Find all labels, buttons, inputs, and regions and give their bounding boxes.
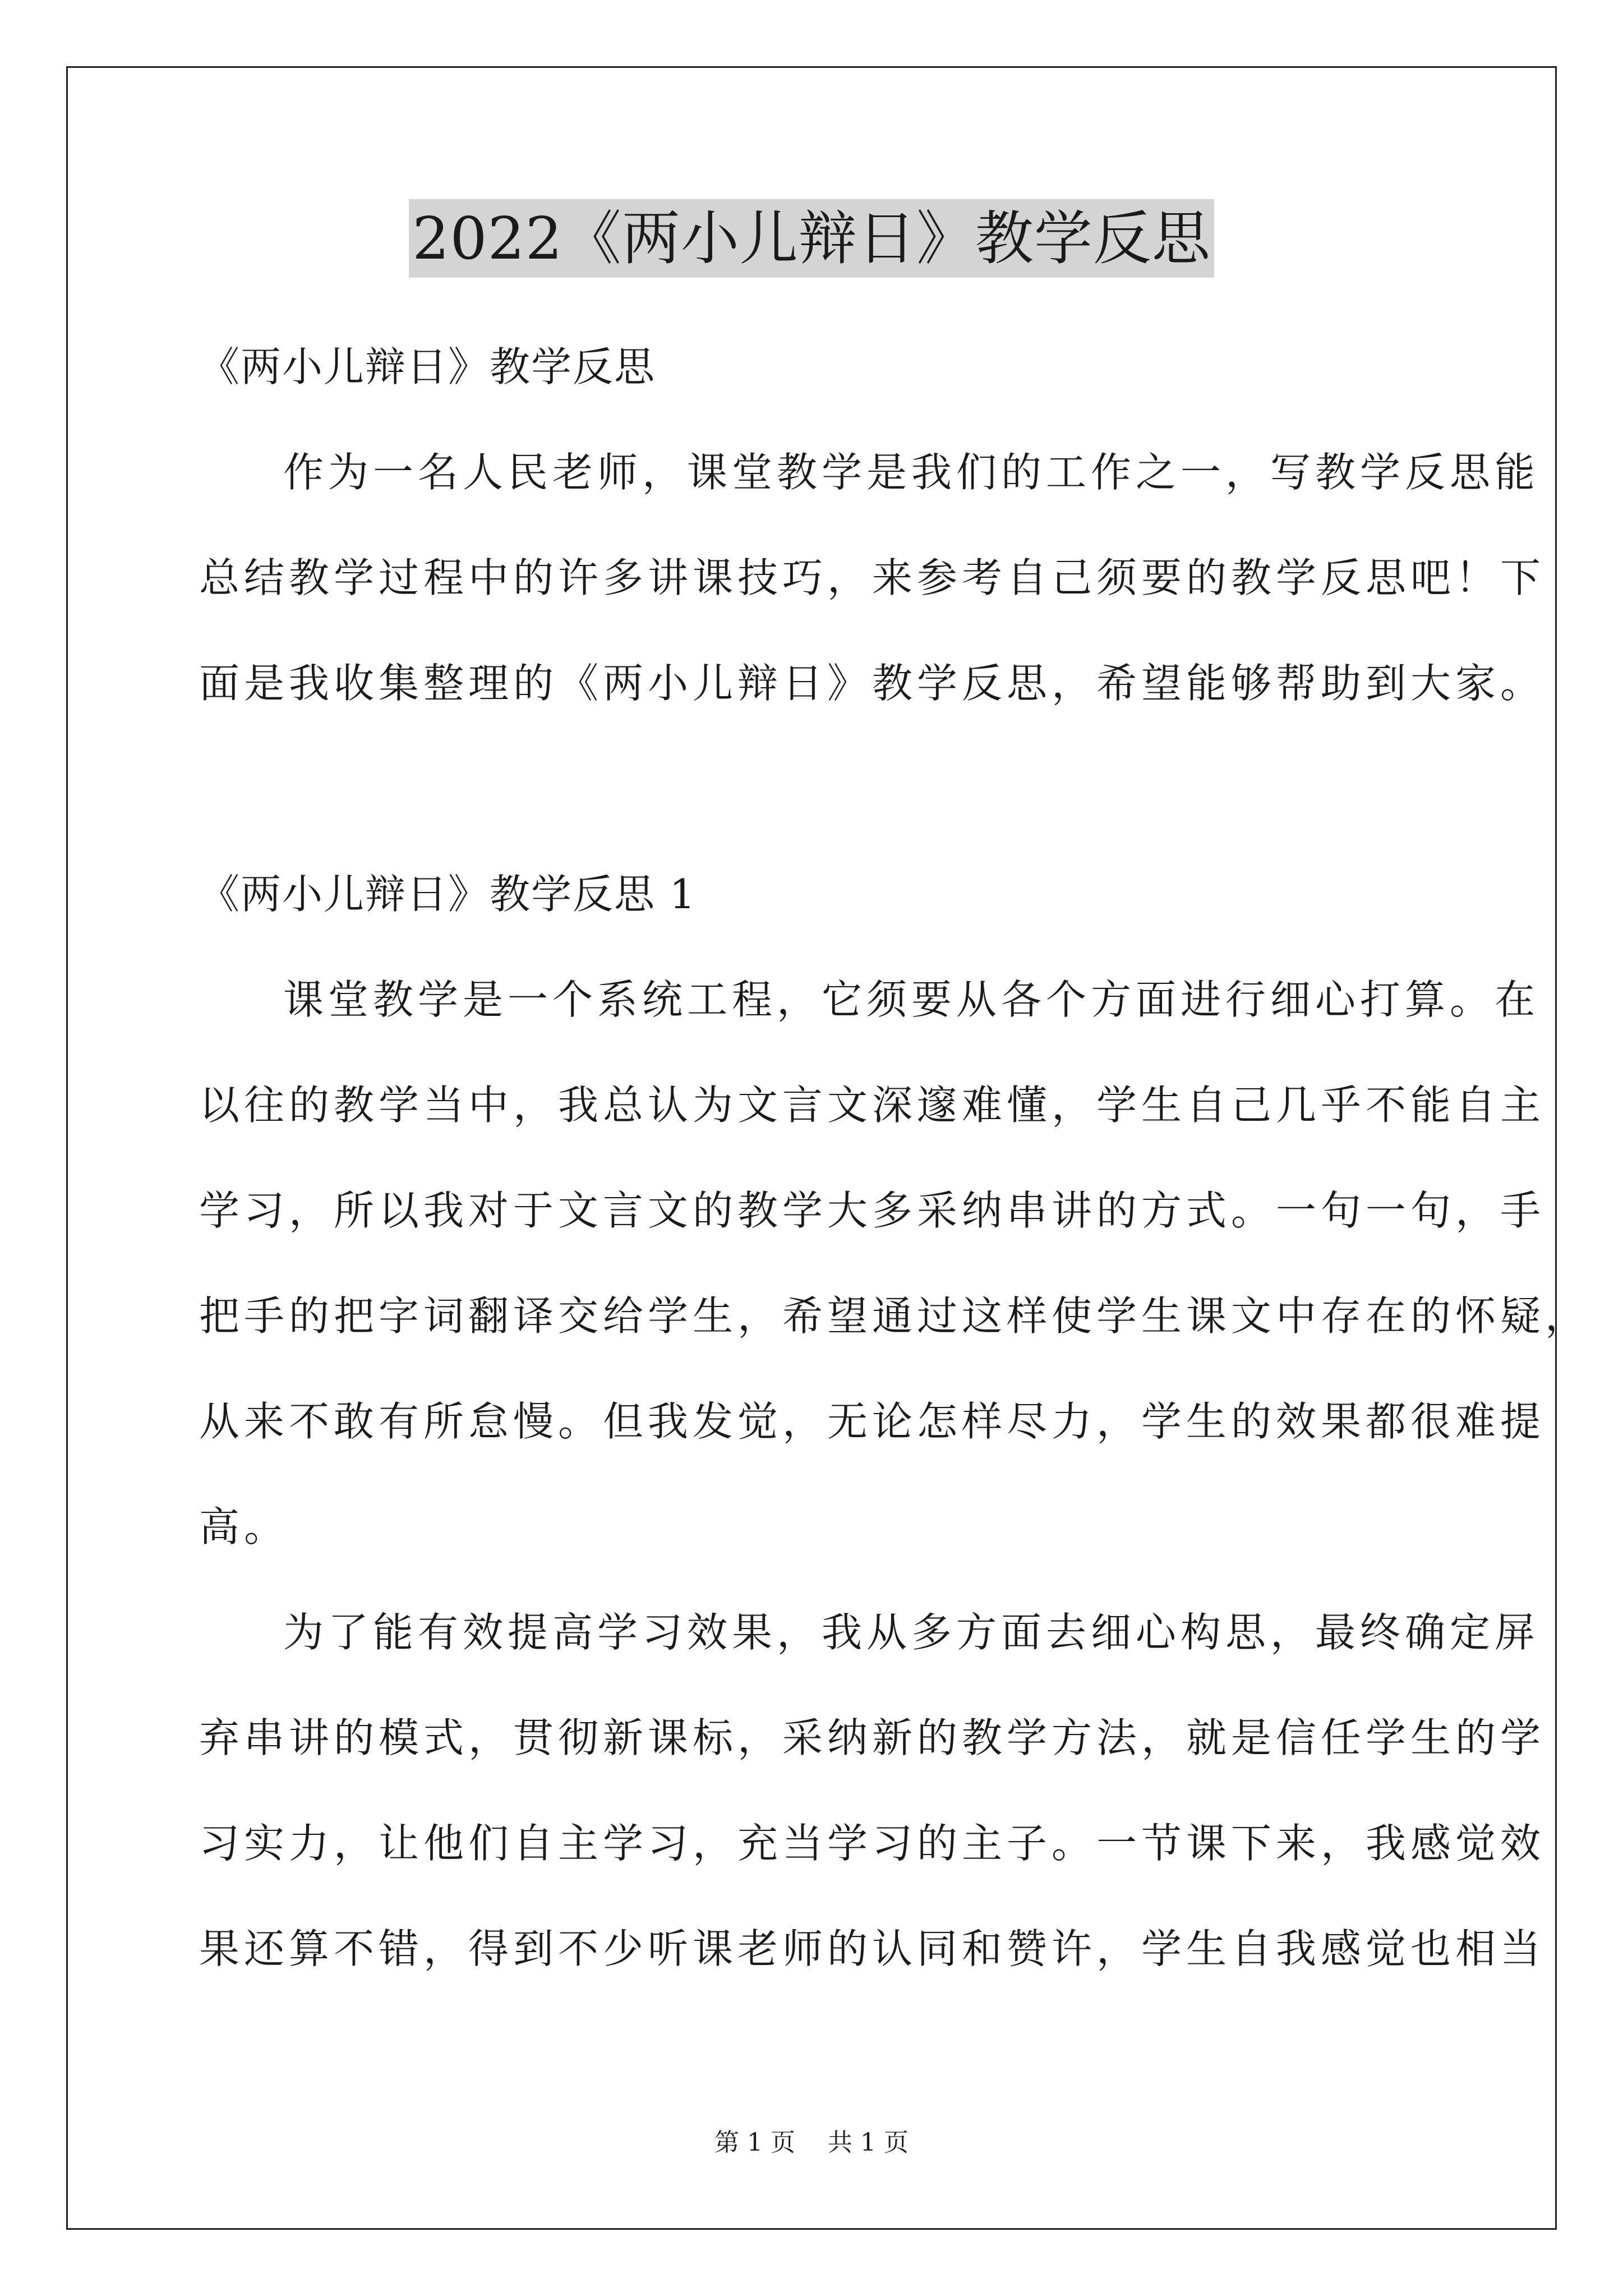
paragraph-line: 为了能有效提高学习效果，我从多方面去细心构思，最终确定屏 (283, 1609, 1540, 1656)
paragraph-spacer (199, 736, 1433, 841)
paragraph-line: 把手的把字词翻译交给学生，希望通过这样使学生课文中存在的怀疑， (199, 1292, 1590, 1340)
page-footer (0, 2126, 1623, 2160)
paragraph-line: 果还算不错，得到不少听课老师的认同和赞许，学生自我感觉也相当 (199, 1925, 1546, 1972)
document-title: 2022《两小儿辩日》教学反思 (409, 199, 1214, 278)
title-container (0, 199, 1623, 278)
document-body (199, 314, 1590, 2001)
paragraph-line: 总结教学过程中的许多讲课技巧，来参考自己须要的教学反思吧！下 (199, 554, 1546, 601)
page-number-current: 第 1 页 (714, 2128, 795, 2157)
paragraph-line: 面是我收集整理的《两小儿辩日》教学反思，希望能够帮助到大家。 (199, 660, 1546, 707)
page-number-total: 共 1 页 (828, 2128, 909, 2157)
paragraph-line: 作为一名人民老师，课堂教学是我们的工作之一，写教学反思能 (283, 449, 1540, 496)
paragraph-line: 高。 (199, 1503, 289, 1550)
section-heading: 《两小儿辩日》教学反思 1 (199, 871, 697, 918)
paragraph-line: 学习，所以我对于文言文的教学大多采纳串讲的方式。一句一句，手 (199, 1187, 1546, 1234)
paragraph-line: 弃串讲的模式，贯彻新课标，采纳新的教学方法，就是信任学生的学 (199, 1714, 1546, 1761)
paragraph-line: 以往的教学当中，我总认为文言文深邃难懂，学生自己几乎不能自主 (199, 1082, 1546, 1129)
paragraph-line: 习实力，让他们自主学习，充当学习的主子。一节课下来，我感觉效 (199, 1820, 1546, 1867)
paragraph-line: 从来不敢有所怠慢。但我发觉，无论怎样尽力，学生的效果都很难提 (199, 1398, 1546, 1445)
intro-heading: 《两小儿辩日》教学反思 (199, 343, 656, 390)
paragraph-line: 课堂教学是一个系统工程，它须要从各个方面进行细心打算。在 (283, 976, 1540, 1023)
